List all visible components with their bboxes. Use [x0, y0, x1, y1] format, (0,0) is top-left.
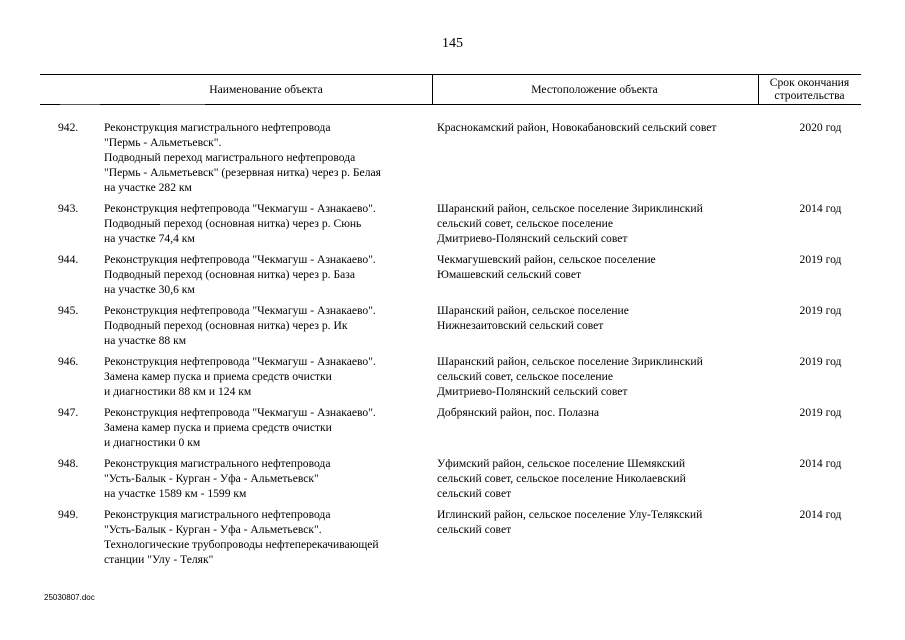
location-line: Уфимский район, сельское поселение Шемякский [437, 457, 686, 470]
completion-year: 2019 год [799, 406, 842, 419]
object-name-line: "Пермь - Альметьевск". [104, 136, 222, 149]
location-line: Юмашевский сельский совет [437, 268, 582, 281]
page-number: 145 [442, 36, 463, 51]
completion-year: 2019 год [799, 355, 842, 368]
object-name-line: Подводный переход (основная нитка) через р. База [104, 268, 355, 281]
location-line: Дмитриево-Полянский сельский совет [437, 232, 628, 245]
location-line: Шаранский район, сельское поселение Зириклинский [437, 202, 703, 215]
table-row [0, 405, 905, 450]
object-name-line: Подводный переход (основная нитка) через р. Ик [104, 319, 348, 332]
location-line: Шаранский район, сельское поселение [437, 304, 629, 317]
object-name-line: "Пермь - Альметьевск" (резервная нитка) через р. Белая [104, 166, 381, 179]
column-header-term-line: Срок окончания [769, 76, 850, 89]
table-row [0, 456, 905, 501]
location-line: Нижнезаитовский сельский совет [437, 319, 604, 332]
location-line: сельский совет, сельское поселение Николаевский [437, 472, 686, 485]
location-line: Дмитриево-Полянский сельский совет [437, 385, 628, 398]
object-name-line: на участке 30,6 км [104, 283, 195, 296]
completion-year: 2014 год [799, 457, 842, 470]
row-number: 943. [58, 202, 79, 215]
object-name-line: Замена камер пуска и приема средств очистки [104, 370, 332, 383]
object-name-line: на участке 74,4 км [104, 232, 195, 245]
table-row [0, 252, 905, 297]
object-name-line: Подводный переход (основная нитка) через р. Сюнь [104, 217, 362, 230]
objects-table-body [0, 120, 905, 573]
object-name-line: на участке 282 км [104, 181, 192, 194]
location-cell [437, 456, 768, 501]
row-number: 946. [58, 355, 79, 368]
object-name-cell [104, 201, 437, 246]
object-name-line: Технологические трубопроводы нефтеперекачивающей [104, 538, 379, 551]
table-row [0, 354, 905, 399]
location-line: Шаранский район, сельское поселение Зириклинский [437, 355, 703, 368]
location-line: Добрянский район, пос. Полазна [437, 406, 600, 419]
location-line: Чекмагушевский район, сельское поселение [437, 253, 656, 266]
object-name-cell [104, 456, 437, 501]
column-header-location: Местоположение объекта [531, 82, 658, 96]
object-name-cell [104, 405, 437, 450]
location-cell [437, 507, 768, 567]
location-cell [437, 354, 768, 399]
object-name-line: Реконструкция магистрального нефтепровода [104, 508, 331, 521]
completion-year: 2020 год [799, 121, 842, 134]
location-line: Краснокамский район, Новокабановский сельский совет [437, 121, 717, 134]
location-line: Иглинский район, сельское поселение Улу-Телякский [437, 508, 703, 521]
object-name-line: и диагностики 88 км и 124 км [104, 385, 252, 398]
row-number: 949. [58, 508, 79, 521]
location-line: сельский совет [437, 487, 512, 500]
object-name-line: и диагностики 0 км [104, 436, 201, 449]
object-name-line: станции "Улу - Теляк" [104, 553, 214, 566]
table-row [0, 201, 905, 246]
object-name-line: Реконструкция нефтепровода "Чекмагуш - Азнакаево". [104, 202, 376, 215]
table-row [0, 303, 905, 348]
object-name-line: Реконструкция магистрального нефтепровода [104, 457, 331, 470]
location-cell [437, 201, 768, 246]
row-number: 948. [58, 457, 79, 470]
completion-year: 2019 год [799, 304, 842, 317]
object-name-cell [104, 354, 437, 399]
header-underline-fragment [160, 104, 205, 107]
object-name-line: Реконструкция нефтепровода "Чекмагуш - Азнакаево". [104, 304, 376, 317]
header-underline-fragment [60, 104, 100, 107]
completion-year: 2014 год [799, 508, 842, 521]
object-name-line: Замена камер пуска и приема средств очистки [104, 421, 332, 434]
column-header-term-line: строительства [774, 89, 845, 102]
table-row [0, 507, 905, 567]
row-number: 942. [58, 121, 79, 134]
completion-year: 2019 год [799, 253, 842, 266]
column-header-completion-term [758, 74, 861, 104]
object-name-cell [104, 120, 437, 195]
table-row [0, 120, 905, 195]
location-cell [437, 303, 768, 348]
document-file-code: 25030807.doc [44, 593, 95, 602]
location-line: сельский совет [437, 523, 512, 536]
location-cell [437, 405, 768, 450]
location-cell [437, 252, 768, 297]
object-name-line: "Усть-Балык - Курган - Уфа - Альметьевск" [104, 472, 319, 485]
row-number: 945. [58, 304, 79, 317]
object-name-line: Реконструкция нефтепровода "Чекмагуш - Азнакаево". [104, 253, 376, 266]
object-name-line: Подводный переход магистрального нефтепровода [104, 151, 356, 164]
object-name-line: "Усть-Балык - Курган - Уфа - Альметьевск". [104, 523, 322, 536]
object-name-line: Реконструкция магистрального нефтепровода [104, 121, 331, 134]
object-name-line: на участке 1589 км - 1599 км [104, 487, 247, 500]
object-name-cell [104, 252, 437, 297]
object-name-cell [104, 303, 437, 348]
object-name-line: Реконструкция нефтепровода "Чекмагуш - Азнакаево". [104, 406, 376, 419]
location-cell [437, 120, 768, 195]
location-line: сельский совет, сельское поселение [437, 217, 613, 230]
object-name-line: на участке 88 км [104, 334, 187, 347]
location-line: сельский совет, сельское поселение [437, 370, 613, 383]
object-name-line: Реконструкция нефтепровода "Чекмагуш - Азнакаево". [104, 355, 376, 368]
row-number: 947. [58, 406, 79, 419]
completion-year: 2014 год [799, 202, 842, 215]
column-header-object-name: Наименование объекта [209, 82, 323, 96]
object-name-cell [104, 507, 437, 567]
row-number: 944. [58, 253, 79, 266]
